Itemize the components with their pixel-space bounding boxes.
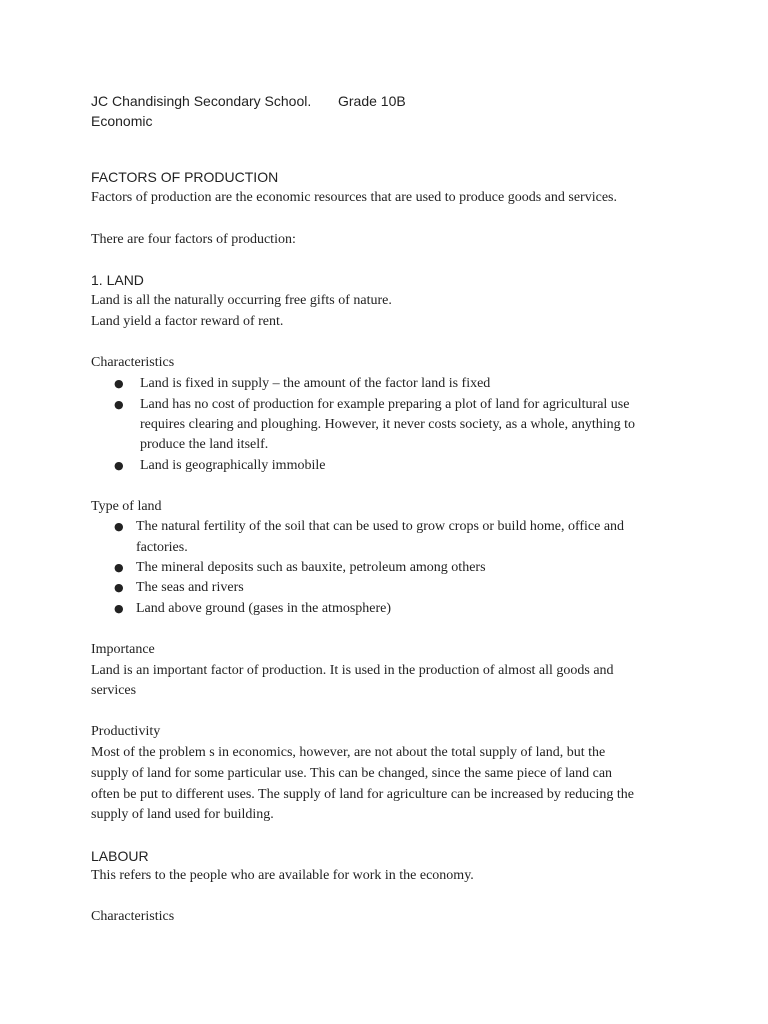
land-type-item-cont: factories. bbox=[136, 540, 188, 555]
labour-heading: LABOUR bbox=[91, 848, 149, 864]
importance-text-cont: services bbox=[91, 683, 137, 698]
labour-characteristics-heading: Characteristics bbox=[91, 909, 175, 924]
bullet-icon: ● bbox=[114, 377, 124, 390]
subject-label: Economic bbox=[91, 113, 153, 129]
land-type-item: The seas and rivers bbox=[136, 580, 244, 595]
land-characteristic-item-cont: requires clearing and ploughing. However, it never costs society, as a whole, anything to bbox=[140, 417, 636, 432]
page-title: FACTORS OF PRODUCTION bbox=[91, 169, 279, 185]
bullet-icon: ● bbox=[114, 561, 124, 574]
land-reward: Land yield a factor reward of rent. bbox=[91, 314, 284, 329]
land-characteristic-item: Land is geographically immobile bbox=[140, 458, 326, 473]
land-characteristic-item: Land has no cost of production for example preparing a plot of land for agricultural use bbox=[140, 397, 630, 412]
land-type-item: The mineral deposits such as bauxite, petroleum among others bbox=[136, 560, 486, 575]
importance-heading: Importance bbox=[91, 642, 155, 657]
grade-label: Grade 10B bbox=[338, 93, 406, 109]
productivity-text: often be put to different uses. The supply of land for agriculture can be increased by reducing the bbox=[91, 787, 634, 802]
productivity-text: supply of land for some particular use. This can be changed, since the same piece of land can bbox=[91, 766, 613, 781]
bullet-icon: ● bbox=[114, 602, 124, 615]
land-heading: 1. LAND bbox=[91, 272, 144, 288]
land-types-heading: Type of land bbox=[91, 499, 162, 514]
bullet-icon: ● bbox=[114, 581, 124, 594]
intro-text: Factors of production are the economic resources that are used to produce goods and services. bbox=[91, 190, 617, 205]
productivity-text: Most of the problem s in economics, however, are not about the total supply of land, but the bbox=[91, 745, 606, 760]
four-factors-text: There are four factors of production: bbox=[91, 232, 296, 247]
productivity-heading: Productivity bbox=[91, 724, 161, 739]
productivity-text: supply of land used for building. bbox=[91, 807, 274, 822]
land-type-item: The natural fertility of the soil that can be used to grow crops or build home, office and bbox=[136, 519, 625, 534]
school-name: JC Chandisingh Secondary School. bbox=[91, 93, 312, 109]
labour-definition: This refers to the people who are available for work in the economy. bbox=[91, 868, 474, 883]
land-type-item: Land above ground (gases in the atmosphere) bbox=[136, 601, 392, 616]
bullet-icon: ● bbox=[114, 398, 124, 411]
land-characteristics-heading: Characteristics bbox=[91, 355, 175, 370]
bullet-icon: ● bbox=[114, 520, 124, 533]
importance-text: Land is an important factor of production. It is used in the production of almost all goods and bbox=[91, 663, 614, 678]
land-definition: Land is all the naturally occurring free gifts of nature. bbox=[91, 293, 392, 308]
land-characteristic-item-cont: produce the land itself. bbox=[140, 437, 269, 452]
land-characteristic-item: Land is fixed in supply – the amount of the factor land is fixed bbox=[140, 376, 491, 391]
bullet-icon: ● bbox=[114, 459, 124, 472]
